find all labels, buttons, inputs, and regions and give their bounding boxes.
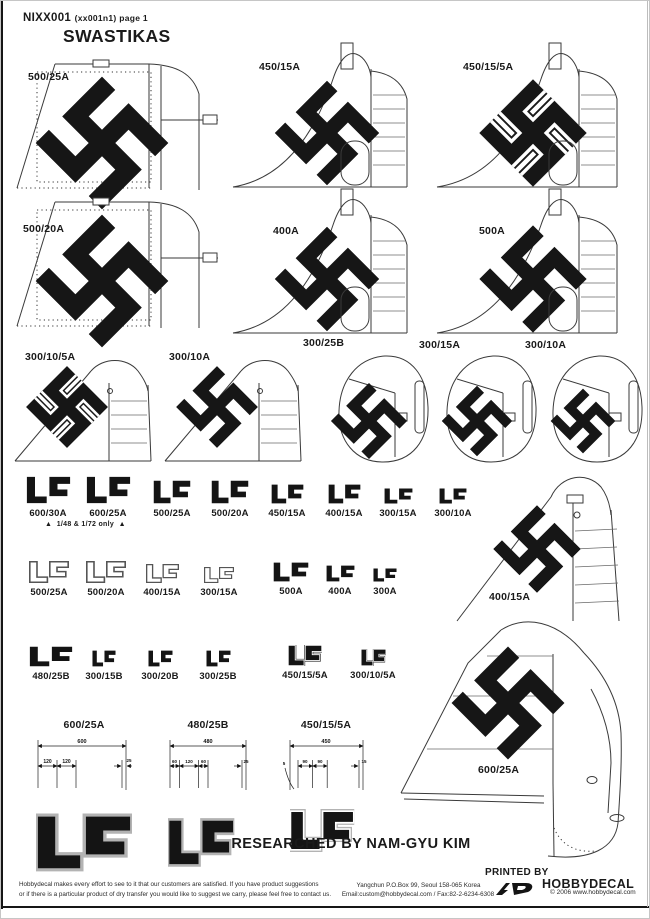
half-swastika-decal [153, 480, 191, 504]
scale-note [45, 521, 126, 528]
decal-sample-label: 300/15A [379, 508, 417, 519]
decal-sample-label: 480/25B [32, 671, 70, 682]
decal-sample [75, 650, 133, 682]
dim-overall: 450 [321, 739, 331, 745]
decal-sample [133, 564, 191, 598]
swastika-decal-graphic [331, 383, 407, 459]
decal-sample-label: 600/25A [89, 508, 127, 519]
fin-label: 450/15A [259, 61, 301, 73]
decal-sample [273, 645, 337, 681]
dim-fig-label: 480/25B [187, 719, 229, 731]
swastika-decal-graphic [493, 505, 581, 593]
decal-sample-label: 500/25A [153, 508, 191, 519]
fin-label: 500A [479, 225, 505, 237]
sheet-code [23, 12, 148, 24]
decal-sample-label: 300/25B [199, 671, 237, 682]
fin-label: 300/25B [303, 337, 345, 349]
fin-drawing-small [161, 355, 311, 463]
half-swastika-decal-outlined [361, 649, 386, 666]
half-swastika-decal-outline [146, 564, 179, 583]
scan-edge-left [1, 1, 3, 909]
decal-sample-label: 300/15B [85, 671, 123, 682]
swastika-decal-graphic-outlined [479, 79, 586, 186]
decal-sample-label: 450/15/5A [282, 670, 328, 681]
decal-sample [199, 480, 261, 519]
decal-sample-label: 500A [279, 586, 303, 597]
fin-drawing-rounded-1 [333, 353, 433, 465]
swastika-decal-graphic [479, 225, 586, 332]
fin-drawing-curved-3 [431, 187, 646, 337]
researched-by-text: RESEARCHED BY NAM-GYU KIM [231, 836, 471, 852]
fin-label: 300/10A [169, 351, 211, 363]
fin-label: 400A [273, 225, 299, 237]
fin-drawing-large-tail [391, 613, 639, 871]
decal-sample [356, 568, 414, 597]
hobbydecal-logo-icon [496, 879, 538, 896]
fin-drawing-square-2 [7, 196, 222, 334]
fin-label: 400/15A [489, 591, 531, 603]
half-swastika-decal [271, 484, 304, 504]
decal-sample-label: 400/15A [325, 508, 363, 519]
decal-sample [131, 650, 189, 682]
footer-address-line2: Email:custom@hobbydecal.com / Fax:82-2-6234-6308 [341, 891, 495, 898]
decal-sample [77, 476, 139, 519]
scan-edge-bottom [1, 906, 650, 908]
footer-disclaimer-line2: or if there is a particular product of dry transfer you would like to suggest we carry, please feel free to contact us. [19, 891, 332, 898]
decal-sample-label: 500/20A [211, 508, 249, 519]
dim-seg: 90 [302, 759, 308, 764]
dim-seg: 60 [200, 759, 207, 764]
half-swastika-decal-outline [204, 567, 234, 583]
half-swastika-decal [326, 565, 355, 582]
fin-label: 300/10A [525, 339, 567, 351]
dim-seg: 120 [185, 759, 193, 764]
decal-sample [256, 484, 318, 519]
decal-sample-label: 600/30A [29, 508, 67, 519]
half-swastika-decal [92, 650, 116, 667]
decal-sample-label: 450/15A [268, 508, 306, 519]
swastika-decal-graphic [442, 386, 513, 457]
decal-sample-label: 300/10A [434, 508, 472, 519]
footer-address-line1: Yangchun P.O.Box 99, Seoul 158-065 Korea [356, 882, 481, 889]
sheet-code-sub: (xx001n1) page 1 [74, 13, 148, 23]
decal-sample-label: 300/15A [200, 587, 238, 598]
decal-sample-label: 300/20B [141, 671, 179, 682]
half-swastika-decal [384, 488, 413, 504]
half-swastika-decal [86, 476, 131, 504]
swastika-decal-graphic-outlined [26, 366, 108, 448]
half-swastika-decal [26, 476, 71, 504]
fin-label: 450/15/5A [463, 61, 514, 73]
dimension-drawing [282, 732, 370, 840]
scan-edge-right [647, 1, 648, 907]
half-swastika-decal [29, 646, 73, 667]
fin-drawing-rounded-2 [441, 353, 541, 465]
dim-seg: 60 [171, 759, 178, 764]
swastika-decal-graphic [550, 388, 615, 453]
swastika-decal-graphic [451, 646, 564, 759]
decal-sample-label: 300/10/5A [350, 670, 396, 681]
dim-edge: 25 [243, 759, 249, 764]
footer-disclaimer-line1: Hobbydecal makes every effort to see to it that our customers are satisfied. If you have product suggestions [19, 881, 319, 888]
fin-label: 600/25A [478, 764, 520, 776]
dim-edge: 25 [126, 758, 132, 763]
decal-sample-label: 500/25A [30, 587, 68, 598]
fin-drawing-tip [449, 465, 649, 623]
dimension-drawing [166, 732, 250, 846]
decal-sample [189, 650, 247, 682]
half-swastika-decal-outlined [288, 645, 322, 666]
decal-sample-label: 400/15A [143, 587, 181, 598]
dim-overall: 480 [203, 739, 213, 745]
dimension-drawing [34, 732, 134, 846]
fin-drawing-rounded-3 [547, 353, 647, 465]
printed-by-text: PRINTED BY [485, 867, 549, 878]
decal-sample [22, 646, 80, 682]
swastika-decal-graphic [275, 227, 380, 332]
dim-edge: 15 [361, 759, 367, 764]
fin-label: 500/25A [28, 71, 70, 83]
decal-sample [313, 484, 375, 519]
dim-fig-label: 450/15/5A [300, 719, 352, 731]
swastika-decal-graphic [176, 366, 258, 448]
decal-sample [20, 561, 78, 598]
decal-sample [17, 476, 79, 519]
half-swastika-decal [273, 562, 309, 582]
triangle-marker-icon: ▲ [118, 521, 126, 528]
decal-sample [77, 561, 135, 598]
half-swastika-decal [328, 484, 361, 504]
scale-note-text: 1/48 & 1/72 only [56, 521, 115, 528]
sheet-code-main: NIXX001 [23, 12, 72, 24]
decal-sample-label: 400A [328, 586, 352, 597]
fin-label: 300/15A [419, 339, 461, 351]
page-title: SWASTIKAS [63, 26, 171, 46]
half-swastika-decal [148, 650, 173, 667]
half-swastika-decal-carrier [38, 817, 130, 869]
dim-seg: 120 [43, 759, 52, 765]
half-swastika-decal-outline [86, 561, 126, 583]
decal-sample-label: 500/20A [87, 587, 125, 598]
fin-label: 300/10/5A [25, 351, 76, 363]
dim-seg: 120 [62, 759, 71, 765]
swastika-decal-graphic [275, 81, 380, 186]
half-swastika-decal [211, 480, 249, 504]
fin-label: 500/20A [23, 223, 65, 235]
copyright-text: © 2006 www.hobbydecal.com [550, 889, 636, 896]
half-swastika-decal [373, 568, 397, 582]
half-swastika-decal-outline [29, 561, 69, 583]
dim-fig-label: 600/25A [63, 719, 105, 731]
decal-sample [141, 480, 203, 519]
dim-overall: 600 [77, 739, 87, 745]
decal-sample [367, 488, 429, 519]
dim-pre: 5 [282, 761, 286, 766]
decal-sample-label: 300A [373, 586, 397, 597]
dim-seg: 90 [317, 759, 323, 764]
decal-sample [190, 567, 248, 598]
brand-name: HOBBYDECAL [542, 877, 635, 891]
fin-drawing-small-outlined [11, 355, 161, 463]
triangle-marker-icon: ▲ [45, 521, 53, 528]
half-swastika-decal [206, 650, 231, 667]
fin-drawing-curved-2 [229, 187, 429, 337]
